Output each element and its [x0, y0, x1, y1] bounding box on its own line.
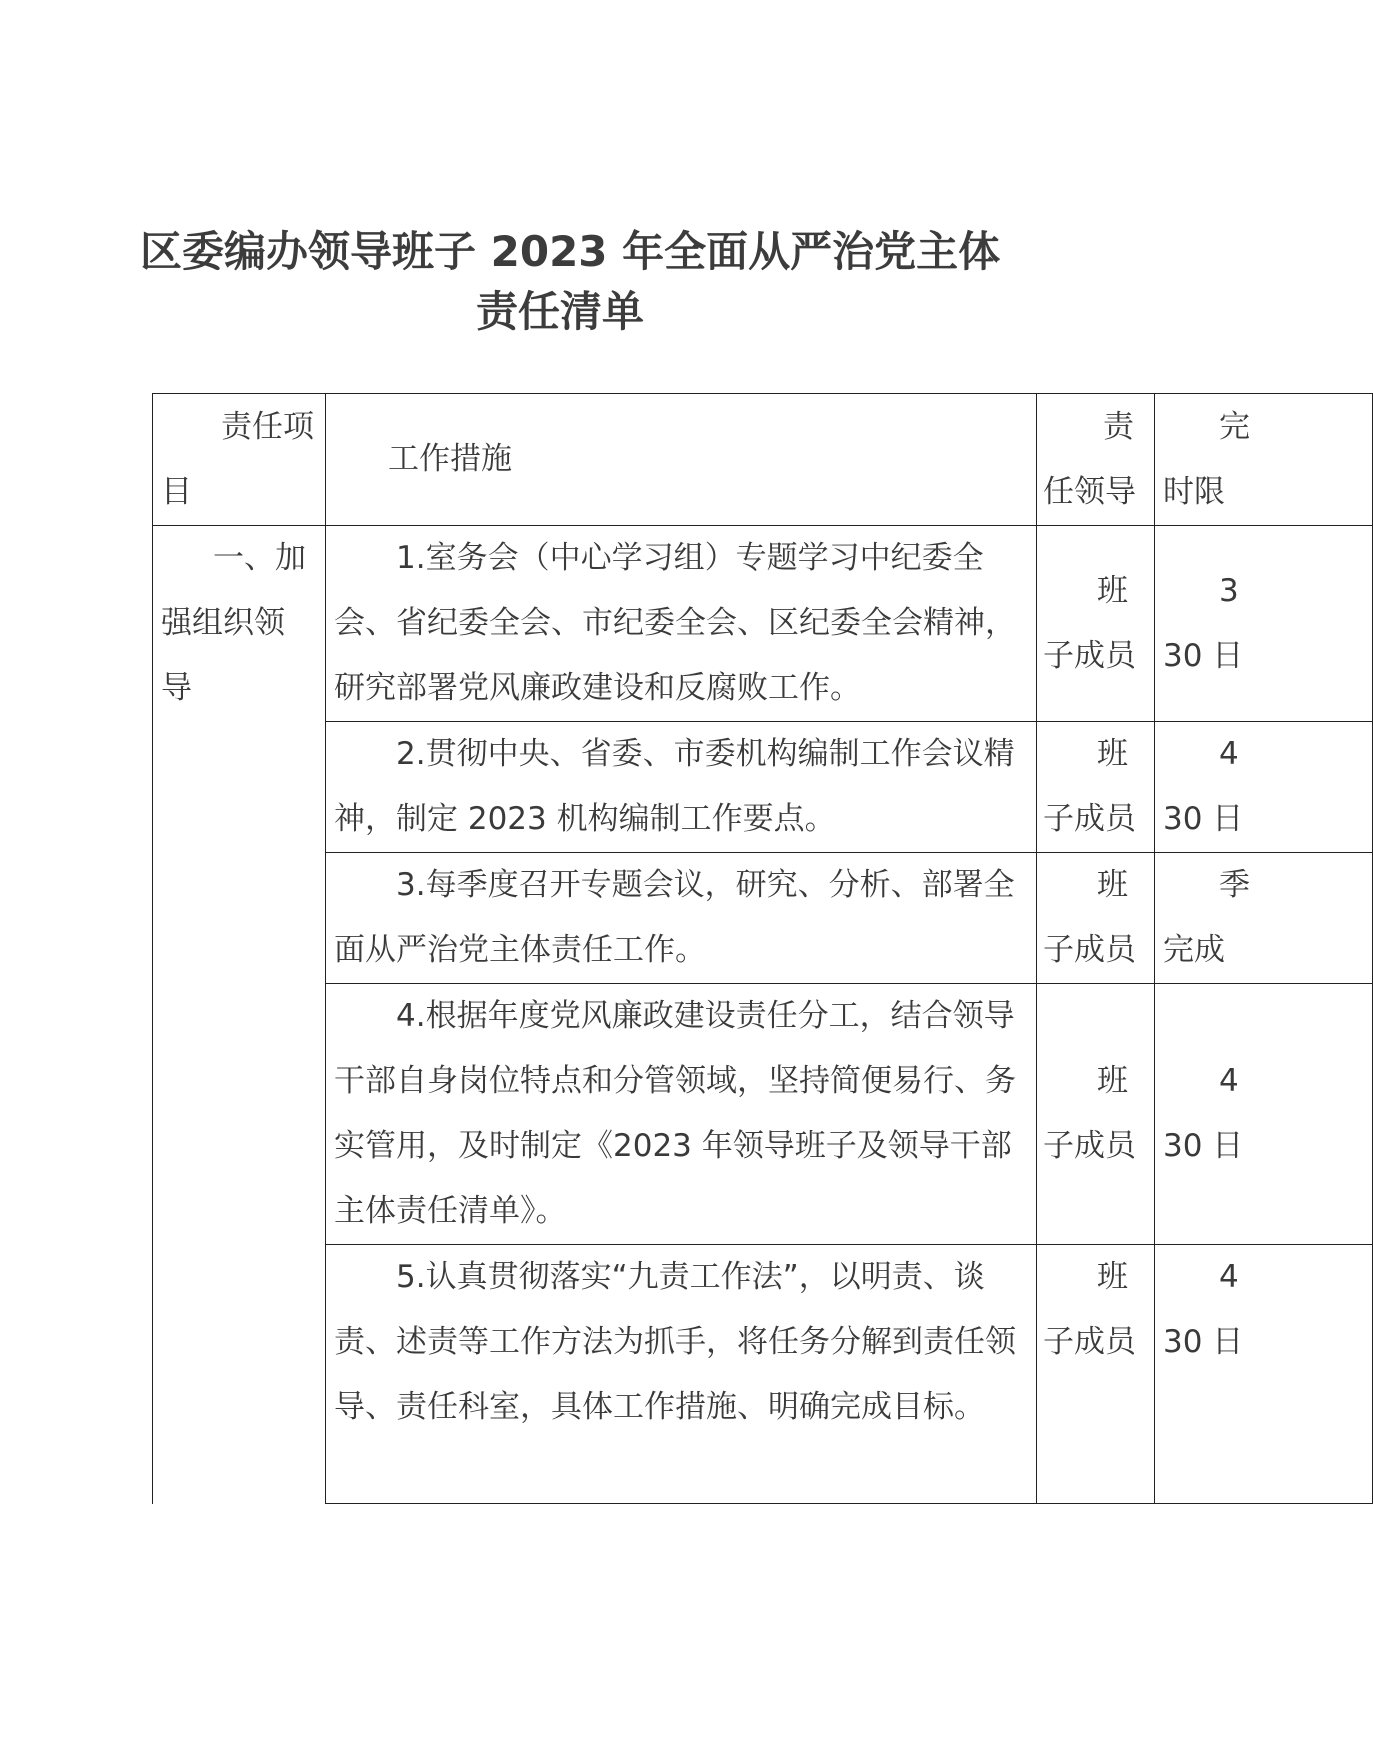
deadline-3-line-1: 季	[1219, 867, 1250, 903]
measure-cell-4	[326, 984, 1037, 1245]
measure-cell-5	[326, 1245, 1037, 1504]
measure-text-1: 1.室务会（中心学习组）专题学习中纪委全会、省纪委全会、市纪委全会、区纪委全会精神，研究部署党风廉政建设和反腐败工作。	[334, 540, 1016, 706]
title-line-2: 责任清单	[475, 287, 644, 336]
measure-cell-2	[326, 722, 1037, 853]
header-measures-label: 工作措施	[388, 441, 512, 477]
table-row	[153, 1245, 1373, 1504]
deadline-cell-4	[1155, 984, 1373, 1245]
measure-text-3: 3.每季度召开专题会议，研究、分析、部署全面从严治党主体责任工作。	[334, 867, 1015, 968]
table-row	[153, 853, 1373, 984]
leader-2-line-2: 子成员	[1043, 801, 1136, 837]
header-measures	[326, 394, 1037, 526]
responsibility-table	[152, 393, 1373, 1504]
leader-3-line-1: 班	[1097, 867, 1128, 903]
deadline-1-line-1: 3	[1219, 572, 1239, 609]
table-row	[153, 722, 1373, 853]
leader-cell-1	[1037, 526, 1155, 722]
deadline-2-line-1: 4	[1219, 736, 1239, 772]
deadline-3-line-2: 完成	[1163, 932, 1225, 968]
deadline-cell-5	[1155, 1245, 1373, 1504]
leader-cell-4	[1037, 984, 1155, 1245]
measure-text-5: 5.认真贯彻落实“九责工作法”，以明责、谈责、述责等工作方法为抓手，将任务分解到责任领导、责任科室，具体工作措施、明确完成目标。	[334, 1259, 1016, 1425]
deadline-2-line-2: 30 日	[1163, 801, 1244, 837]
deadline-4-line-1: 4	[1219, 1063, 1239, 1099]
measure-text-2: 2.贯彻中央、省委、市委机构编制工作会议精神，制定 2023 机构编制工作要点。	[334, 736, 1015, 837]
leader-cell-2	[1037, 722, 1155, 853]
title-line-1: 区委编办领导班子 2023 年全面从严治党主体	[140, 227, 1001, 276]
deadline-1-line-2: 30 日	[1163, 637, 1244, 674]
measure-cell-1	[326, 526, 1037, 722]
category-cell	[153, 526, 326, 1504]
header-deadline-line-2: 时限	[1163, 473, 1225, 510]
leader-5-line-1: 班	[1097, 1259, 1128, 1295]
responsibility-table-wrapper	[152, 393, 1250, 1505]
measure-text-4: 4.根据年度党风廉政建设责任分工，结合领导干部自身岗位特点和分管领域，坚持简便易行、务实管用，及时制定《2023 年领导班子及领导干部主体责任清单》。	[334, 998, 1016, 1229]
leader-3-line-2: 子成员	[1043, 932, 1136, 968]
category-line-1: 一、加	[213, 540, 306, 576]
header-leader-line-2: 任领导	[1043, 473, 1136, 510]
header-leader	[1037, 394, 1155, 526]
leader-1-line-2: 子成员	[1043, 637, 1136, 674]
category-line-2: 强组织领	[161, 605, 285, 641]
table-row	[153, 984, 1373, 1245]
table-header-row	[153, 394, 1373, 526]
header-item-label: 责任项目	[161, 408, 314, 510]
deadline-4-line-2: 30 日	[1163, 1128, 1244, 1164]
header-deadline-line-1: 完	[1219, 408, 1250, 445]
deadline-cell-1	[1155, 526, 1373, 722]
leader-cell-5	[1037, 1245, 1155, 1504]
deadline-cell-3	[1155, 853, 1373, 984]
leader-4-line-1: 班	[1097, 1063, 1128, 1099]
header-deadline	[1155, 394, 1373, 526]
leader-4-line-2: 子成员	[1043, 1128, 1136, 1164]
leader-2-line-1: 班	[1097, 736, 1128, 772]
leader-5-line-2: 子成员	[1043, 1324, 1136, 1360]
table-row	[153, 526, 1373, 722]
deadline-5-line-2: 30 日	[1163, 1324, 1244, 1360]
leader-cell-3	[1037, 853, 1155, 984]
deadline-5-line-1: 4	[1219, 1259, 1239, 1295]
category-line-3: 导	[161, 670, 192, 706]
header-item	[153, 394, 326, 526]
measure-cell-3	[326, 853, 1037, 984]
leader-1-line-1: 班	[1097, 572, 1128, 609]
document-title	[140, 222, 1001, 342]
header-leader-line-1: 责	[1103, 408, 1134, 445]
deadline-cell-2	[1155, 722, 1373, 853]
